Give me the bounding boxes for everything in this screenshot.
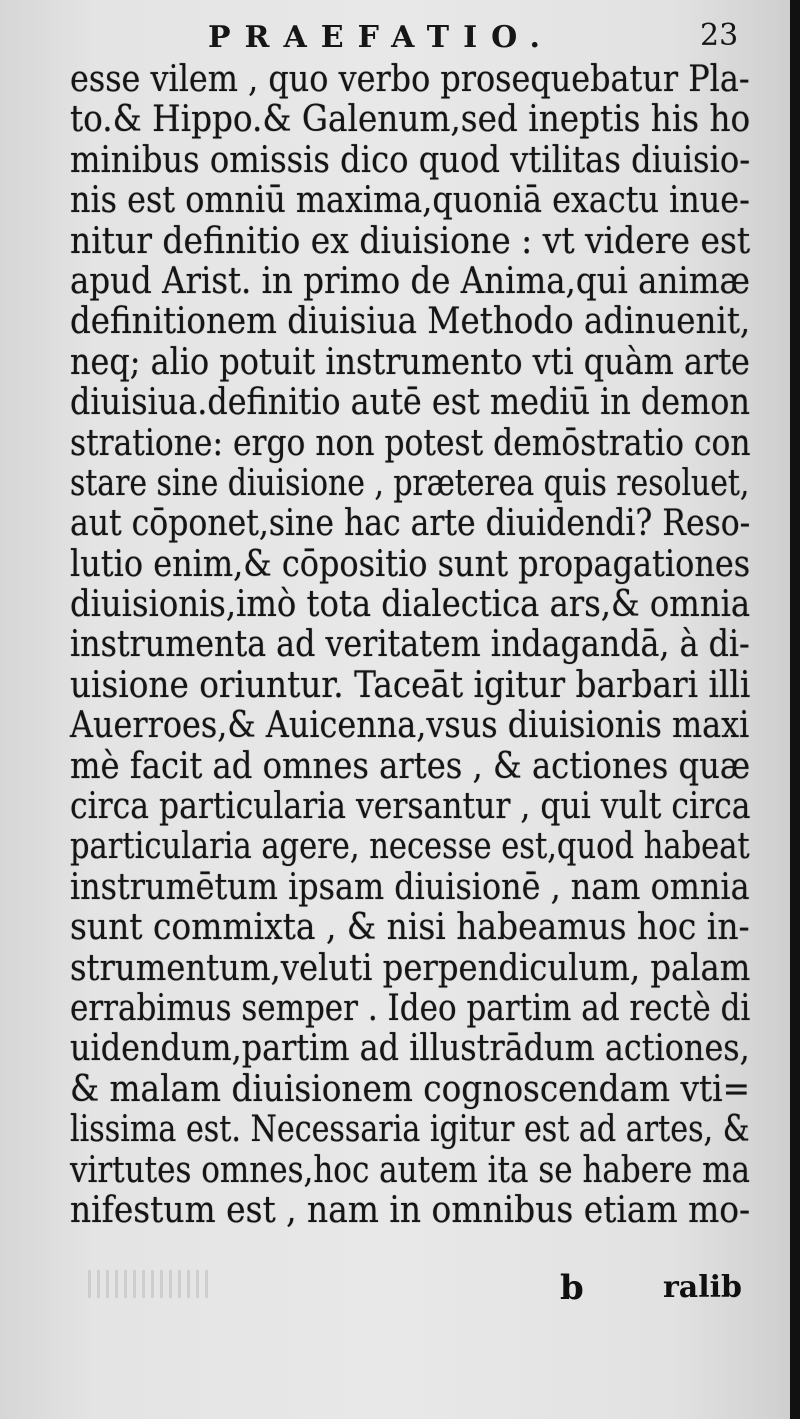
text-line: nifestum est , nam in omnibus etiam mo-: [70, 1189, 751, 1231]
text-line: virtutes omnes,hoc autem ita se habere ma: [70, 1149, 750, 1191]
text-line: lissima est. Necessaria igitur est ad artes, &: [70, 1109, 750, 1151]
text-line: minibus omissis dico quod vtilitas diuisio-: [70, 139, 751, 181]
catchword: ralib: [663, 1270, 743, 1305]
text-line: lutio enim,& cōpositio sunt propagationes: [70, 543, 751, 585]
text-line: instrumētum ipsam diuisionē , nam omnia: [70, 866, 750, 908]
text-line: diuisiua.definitio autē est mediū in demon: [70, 382, 750, 424]
body-text: [70, 60, 750, 1231]
page-number: 23: [700, 18, 739, 53]
text-line: nis est omniū maxima,quoniā exactu inue-: [70, 180, 750, 222]
page-footer: [0, 1268, 790, 1308]
text-line: circa particularia versantur , qui vult circa: [70, 786, 751, 828]
text-line: Auerroes,& Auicenna,vsus diuisionis maxi: [70, 705, 750, 747]
text-line: errabimus semper . Ideo partim ad rectè di: [70, 987, 751, 1029]
text-line: diuisionis,imò tota dialectica ars,& omnia: [70, 584, 751, 626]
text-line: to.& Hippo.& Galenum,sed ineptis his ho: [70, 99, 751, 141]
running-title: PRAEFATIO.: [208, 20, 554, 55]
running-head: [0, 18, 790, 58]
signature-mark: b: [560, 1268, 584, 1308]
text-line: mè facit ad omnes artes , & actiones quæ: [70, 745, 751, 787]
text-line: apud Arist. in primo de Anima,qui animæ: [70, 260, 751, 302]
page-edge-shadow: [790, 0, 800, 1419]
text-line: strumentum,veluti perpendiculum, palam: [70, 947, 751, 989]
text-line: definitionem diuisiua Methodo adinuenit,: [70, 301, 751, 343]
text-line: aut cōponet,sine hac arte diuidendi? Reso-: [70, 503, 751, 545]
text-line: & malam diuisionem cognoscendam vti=: [70, 1068, 751, 1110]
text-line: uidendum,partim ad illustrādum actiones,: [70, 1028, 750, 1070]
text-line: stare sine diuisione , præterea quis resoluet,: [70, 462, 750, 504]
text-line: instrumenta ad veritatem indagandā, à di-: [70, 624, 750, 666]
text-line: esse vilem , quo verbo prosequebatur Pla-: [70, 59, 750, 100]
text-line: stratione: ergo non potest demōstratio con: [70, 422, 751, 464]
text-line: particularia agere, necesse est,quod habeat: [70, 826, 750, 868]
text-line: sunt commixta , & nisi habeamus hoc in-: [70, 907, 750, 949]
text-line: nitur definitio ex diuisione : vt videre est: [70, 220, 751, 262]
text-line: uisione oriuntur. Taceāt igitur barbari illi: [70, 664, 751, 706]
text-line: neq; alio potuit instrumento vti quàm arte: [70, 341, 750, 383]
